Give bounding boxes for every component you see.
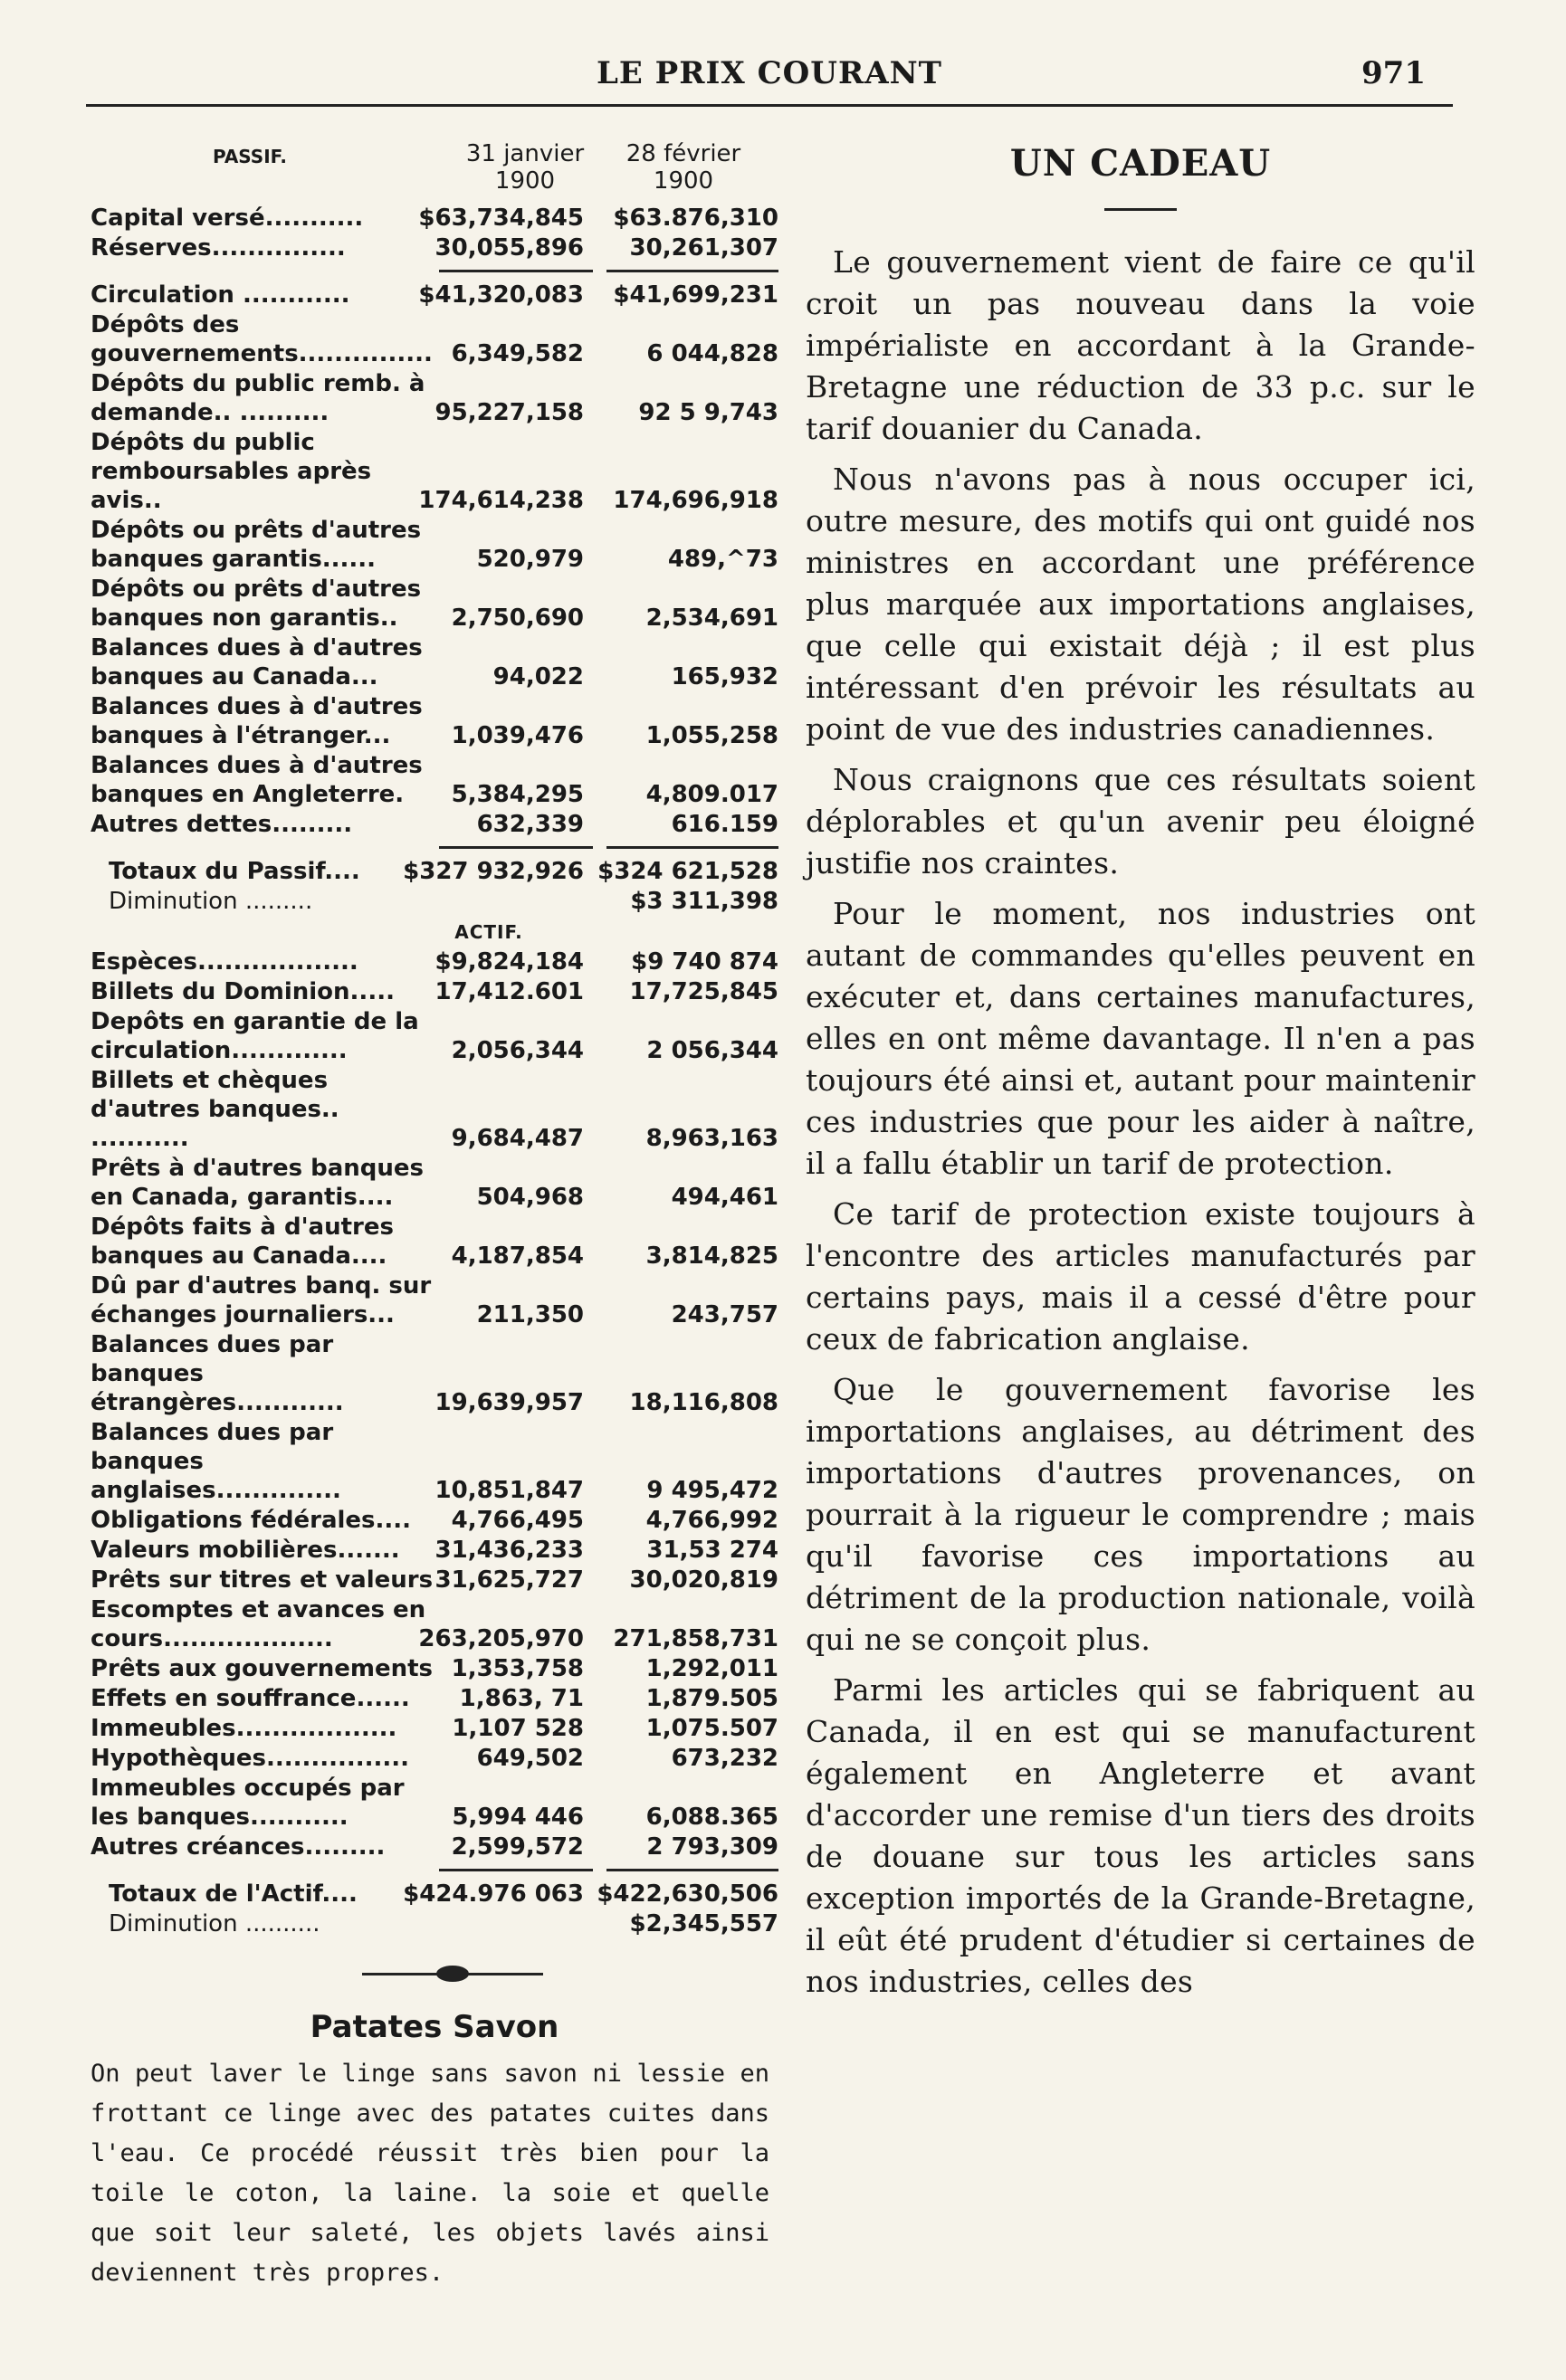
table-row [91,281,778,309]
row-value-jan: 95,227,158 [434,399,584,426]
row-value-jan: $41,320,083 [418,281,584,309]
row-label: Billets du Dominion..... [91,978,395,1005]
row-value-jan: 5,384,295 [451,781,584,808]
actif-label: ACTIF. [454,921,523,943]
row-value-jan: 19,639,957 [434,1389,584,1416]
table-row [91,1154,778,1212]
row-label: Dépôts du public remboursables après avis.. [91,429,372,514]
table-row [91,1271,778,1329]
table-row [91,1506,778,1535]
row-value-feb: 271,858,731 [613,1625,778,1652]
row-value-jan: 263,205,970 [418,1625,584,1652]
passif-header [91,140,778,204]
table-row [91,947,778,976]
table-row [91,204,778,233]
row-value-feb: 1,075.507 [645,1715,778,1742]
passif-label: PASSIF. [213,146,287,167]
row-value-feb: 17,725,845 [629,978,778,1005]
row-value-feb: 6,088.365 [645,1804,778,1831]
row-value-feb: 174,696,918 [613,487,778,514]
table-row [91,1654,778,1683]
row-value-jan: 9,684,487 [451,1125,584,1152]
row-label: Dépôts ou prêts d'autres banques garantis...... [91,517,422,573]
passif-total-rule [91,841,778,853]
table-row [91,1684,778,1713]
row-label: Effets en souffrance...... [91,1685,410,1712]
row-label: Capital versé........... [91,205,364,232]
row-value-jan: $63,734,845 [418,205,584,232]
table-row [91,810,778,839]
row-label: Prêts aux gouvernements [91,1655,434,1682]
row-value-feb: 4,809.017 [645,781,778,808]
row-value-feb: 1,055,258 [645,722,778,749]
table-row [91,1007,778,1065]
row-value-jan: 17,412.601 [434,978,584,1005]
row-value-jan: 649,502 [476,1745,584,1772]
table-row [91,1714,778,1743]
patates-title: Patates Savon [310,2009,559,2045]
row-value-feb: 18,116,808 [629,1389,778,1416]
table-row [91,633,778,691]
row-value-jan: 4,766,495 [451,1507,584,1534]
row-label: Dépôts du public remb. à demande.. .......... [91,370,425,426]
row-value-jan: 1,107 528 [452,1715,584,1742]
table-row [91,1330,778,1417]
table-row [91,1833,778,1861]
row-label: Dépôts faits à d'autres banques au Canada.... [91,1214,394,1270]
article-body [806,242,1475,2003]
row-value-jan: 632,339 [476,811,584,838]
row-value-feb: 31,53 274 [646,1537,778,1564]
row-value-feb: 1,292,011 [645,1655,778,1682]
row-value-feb: 494,461 [671,1184,778,1211]
row-value-jan: 504,968 [476,1184,584,1211]
row-value-jan: 5,994 446 [452,1804,584,1831]
row-label: Balances dues par banques anglaises.............. [91,1419,341,1504]
row-label: Autres dettes......... [91,811,353,838]
row-value-jan: 520,979 [476,546,584,573]
row-value-jan: 10,851,847 [434,1477,584,1504]
table-row [91,233,778,262]
table-row [91,692,778,750]
row-label: Escomptes et avances en cours................... [91,1596,426,1652]
row-value-feb: 2 056,344 [646,1037,778,1064]
row-value-feb: $9 740 874 [631,948,778,976]
table-row [91,1774,778,1832]
row-value-feb: 30,020,819 [629,1566,778,1594]
row-value-jan: $9,824,184 [434,948,584,976]
table-row [91,575,778,633]
row-value-feb: 1,879.505 [645,1685,778,1712]
row-value-feb: 673,232 [671,1745,778,1772]
row-value-jan: 94,022 [492,663,584,690]
row-value-feb: $41,699,231 [613,281,778,309]
passif-table [91,204,778,839]
row-label: Balances dues à d'autres banques au Canada... [91,634,423,690]
row-value-feb: 2 793,309 [646,1833,778,1861]
row-value-feb: 30,261,307 [629,234,778,262]
row-value-feb: $63.876,310 [613,205,778,232]
row-value-jan: 2,599,572 [451,1833,584,1861]
row-label: Balances dues par banques étrangères............ [91,1331,344,1416]
article-paragraph: Pour le moment, nos industries ont autant de commandes qu'elles peuvent en exécuter et, dans certaines manufactures, elles en ont même davantage. Il n'en a pas toujours été ainsi et, autant pour maintenir ces industries que pour les aider à naître, il a fallu établir un tarif de protection. [806,896,1475,1181]
row-value-feb: 4,766,992 [645,1507,778,1534]
page-number: 971 [1361,55,1426,91]
article-paragraph: Nous n'avons pas à nous occuper ici, outre mesure, des motifs qui ont guidé nos ministres en accordant une préférence plus marquée aux importations anglaises, que celle qui existait déjà ; il est plus intéressant d'en prévoir les résultats au point de vue des industries canadiennes. [806,462,1475,747]
passif-total-row: Totaux du Passif.... $327 932,926 $324 621,528 [109,858,778,885]
table-row [91,1744,778,1773]
article-paragraph: Nous craignons que ces résultats soient déplorables et qu'un avenir peu éloigné justifie nos craintes. [806,762,1475,881]
row-label: Dépôts ou prêts d'autres banques non garantis.. [91,576,422,632]
patates-text: On peut laver le linge sans savon ni lessie en frottant ce linge avec des patates cuites dans l'eau. Ce procédé réussit très bien pour la toile le coton, la laine. la soie et quelle que soit leur saleté, les objets lavés ainsi deviennent très propres. [91,2060,769,2287]
row-value-feb: 2,534,691 [645,605,778,632]
row-value-jan: 2,750,690 [451,605,584,632]
row-value-feb: 6 044,828 [646,340,778,367]
row-value-jan: 30,055,896 [434,234,584,262]
row-label: Dépôts des gouvernements............... [91,311,433,367]
table-row [91,1566,778,1595]
journal-title: LE PRIX COURANT [597,55,942,91]
table-row [91,516,778,574]
bank-statement-column [91,140,778,2348]
row-value-jan: 2,056,344 [451,1037,584,1064]
table-row [91,977,778,1006]
row-label: Prêts à d'autres banques en Canada, garantis.... [91,1155,424,1211]
row-value-jan: 31,625,727 [434,1566,584,1594]
table-row [91,1418,778,1505]
row-value-feb: 3,814,825 [645,1242,778,1270]
row-label: Obligations fédérales.... [91,1507,412,1534]
row-value-feb: 489,^73 [667,546,778,573]
row-value-feb: 616.159 [671,811,778,838]
section-ornament [91,1956,778,1993]
row-label: Balances dues à d'autres banques en Angleterre. [91,752,423,808]
row-label: Réserves............... [91,234,346,262]
row-value-jan: 6,349,582 [451,340,584,367]
col1-heading: 31 janvier 1900 [465,140,585,195]
row-label: Valeurs mobilières....... [91,1537,400,1564]
table-row [91,310,778,368]
article-column [806,140,1475,2348]
row-label: Espèces.................. [91,948,358,976]
article-paragraph: Que le gouvernement favorise les importations anglaises, au détriment des importations d'autres provenances, on pourrait à la rigueur le comprendre ; mais qu'il favorise ces importations au détriment de la production nationale, voilà qui ne se conçoit plus. [806,1372,1475,1657]
row-value-jan: 1,039,476 [451,722,584,749]
actif-total-row: Totaux de l'Actif.... $424.976 063 $422,630,506 [109,1880,778,1908]
article-paragraph: Parmi les articles qui se fabriquent au Canada, il en est qui se manufacturent également en Angleterre et avant d'accorder une remise d'un tiers des droits de douane sur tous les articles sans exception importés de la Grande-Bretagne, il eût été prudent d'étudier si certaines de nos industries, celles des [806,1672,1475,1999]
table-row [91,1536,778,1565]
actif-table [91,947,778,1861]
actif-diminution-row: Diminution .......... $2,345,557 [109,1910,778,1937]
row-label: Balances dues à d'autres banques à l'étranger... [91,693,423,749]
row-label: Dû par d'autres banq. sur échanges journaliers... [91,1272,432,1328]
table-row [91,751,778,809]
row-label: Billets et chèques d'autres banques.. ........... [91,1067,339,1152]
row-value-feb: 92 5 9,743 [638,399,778,426]
article-paragraph: Ce tarif de protection existe toujours à l'encontre des articles manufacturés par certains pays, mais il a cessé d'être pour ceux de fabrication anglaise. [806,1196,1475,1357]
actif-total-rule [91,1863,778,1876]
passif-diminution-row: Diminution ......... $3 311,398 [109,888,778,915]
table-row [91,1595,778,1653]
row-value-jan: 4,187,854 [451,1242,584,1270]
page-header [86,50,1453,107]
row-label: Immeubles.................. [91,1715,397,1742]
article-title: UN CADEAU [1009,142,1272,185]
table-row [91,1066,778,1153]
col2-heading: 28 février 1900 [625,140,741,195]
section-rule [91,264,778,277]
table-row [91,369,778,427]
row-value-feb: 243,757 [671,1301,778,1328]
table-row [91,428,778,515]
row-label: Prêts sur titres et valeurs [91,1566,434,1594]
table-row [91,1213,778,1271]
row-value-feb: 165,932 [671,663,778,690]
row-value-jan: 211,350 [476,1301,584,1328]
title-rule [1104,208,1177,211]
row-label: Depôts en garantie de la circulation............. [91,1008,419,1064]
row-label: Immeubles occupés par les banques........... [91,1775,405,1831]
row-label: Circulation ............ [91,281,350,309]
row-value-jan: 1,863, 71 [459,1685,584,1712]
article-paragraph: Le gouvernement vient de faire ce qu'il croit un pas nouveau dans la voie impérialiste en accordant à la Grande-Bretagne une réduction de 33 p.c. sur le tarif douanier du Canada. [806,244,1475,446]
row-value-feb: 9 495,472 [646,1477,778,1504]
row-value-feb: 8,963,163 [645,1125,778,1152]
row-value-jan: 31,436,233 [434,1537,584,1564]
row-label: Autres créances......... [91,1833,386,1861]
row-label: Hypothèques................ [91,1745,410,1772]
row-value-jan: 174,614,238 [418,487,584,514]
row-value-jan: 1,353,758 [451,1655,584,1682]
